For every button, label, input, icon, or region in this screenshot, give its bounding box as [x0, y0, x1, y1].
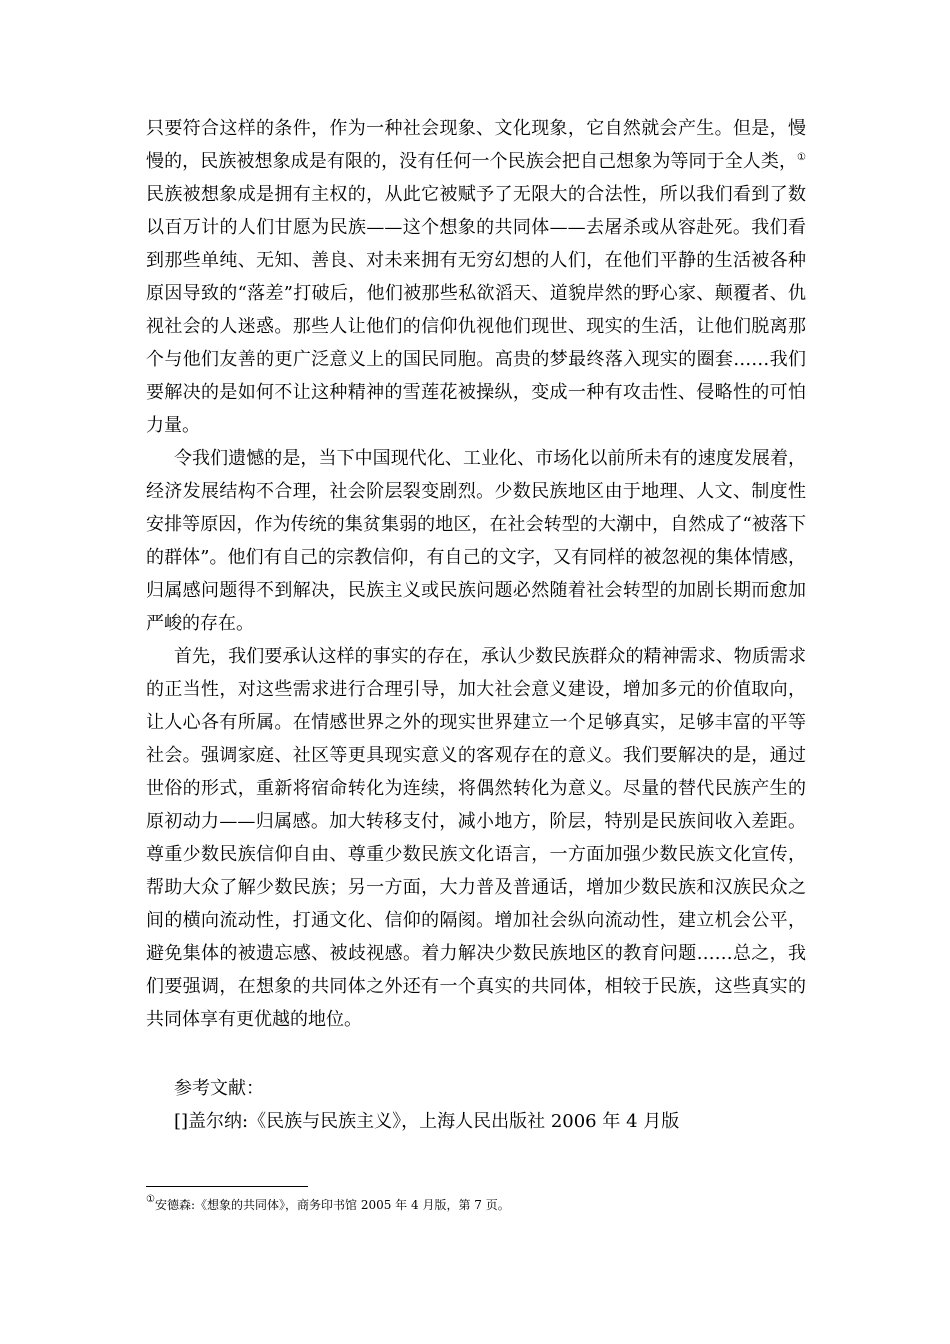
paragraph-1-text-b: 民族被想象成是拥有主权的，从此它被赋予了无限大的合法性，所以我们看到了数以百万计的人们甘愿为民族——这个想象的共同体——去屠杀或从容赴死。我们看到那些单纯、无知、善良、对未来拥有无穷幻想的人们，在他们平静的生活被各种原因导致的“落差”打破后，他们被那些私欲滔天、道貌岸然的野心家、颠覆者、仇视社会的人迷惑。那些人让他们的信仰仇视他们现世、现实的生活，让他们脱离那个与他们友善的更广泛意义上的国民同胞。高贵的梦最终落入现实的圈套……我们要解决的是如何不让这种精神的雪莲花被操纵，变成一种有攻击性、侵略性的可怕力量。: [146, 184, 806, 436]
reference-item: []盖尔纳:《民族与民族主义》，上海人民出版社 2006 年 4 月版: [174, 1111, 680, 1132]
paragraph-3: 首先，我们要承认这样的事实的存在，承认少数民族群众的精神需求、物质需求的正当性，对这些需求进行合理引导，加大社会意义建设，增加多元的价值取向，让人心各有所属。在情感世界之外的现实世界建立一个足够真实，足够丰富的平等社会。强调家庭、社区等更具现实意义的客观存在的意义。我们要解决的是，通过世俗的形式，重新将宿命转化为连续，将偶然转化为意义。尽量的替代民族产生的原初动力——归属感。加大转移支付，减小地方，阶层，特别是民族间收入差距。尊重少数民族信仰自由、尊重少数民族文化语言，一方面加强少数民族文化宣传，帮助大众了解少数民族；另一方面，大力普及普通话，增加少数民族和汉族民众之间的横向流动性，打通文化、信仰的隔阂。增加社会纵向流动性，建立机会公平，避免集体的被遗忘感、被歧视感。着力解决少数民族地区的教育问题……总之，我们要强调，在想象的共同体之外还有一个真实的共同体，相较于民族，这些真实的共同体享有更优越的地位。: [146, 646, 806, 1030]
footnote-reference-mark[interactable]: ①: [797, 152, 806, 163]
footnote-text: 安德森:《想象的共同体》，商务印书馆 2005 年 4 月版，第 7 页。: [154, 1198, 510, 1212]
references-section: [146, 1072, 806, 1138]
paragraph-1-text-a: 只要符合这样的条件，作为一种社会现象、文化现象，它自然就会产生。但是，慢慢的，民族被想象成是有限的，没有任何一个民族会把自己想象为等同于全人类，: [146, 118, 806, 172]
references-heading: 参考文献：: [174, 1078, 264, 1099]
footnote-mark: ①: [146, 1194, 155, 1205]
paragraph-1: [146, 112, 806, 442]
footnote: [146, 1196, 806, 1214]
paragraph-2: 令我们遗憾的是，当下中国现代化、工业化、市场化以前所未有的速度发展着，经济发展结构不合理，社会阶层裂变剧烈。少数民族地区由于地理、人文、制度性安排等原因，作为传统的集贫集弱的地区，在社会转型的大潮中，自然成了“被落下的群体”。他们有自己的宗教信仰，有自己的文字，又有同样的被忽视的集体情感，归属感问题得不到解决，民族主义或民族问题必然随着社会转型的加剧长期而愈加严峻的存在。: [146, 448, 806, 634]
body-text: [146, 112, 806, 1036]
footnote-separator: [146, 1186, 308, 1187]
